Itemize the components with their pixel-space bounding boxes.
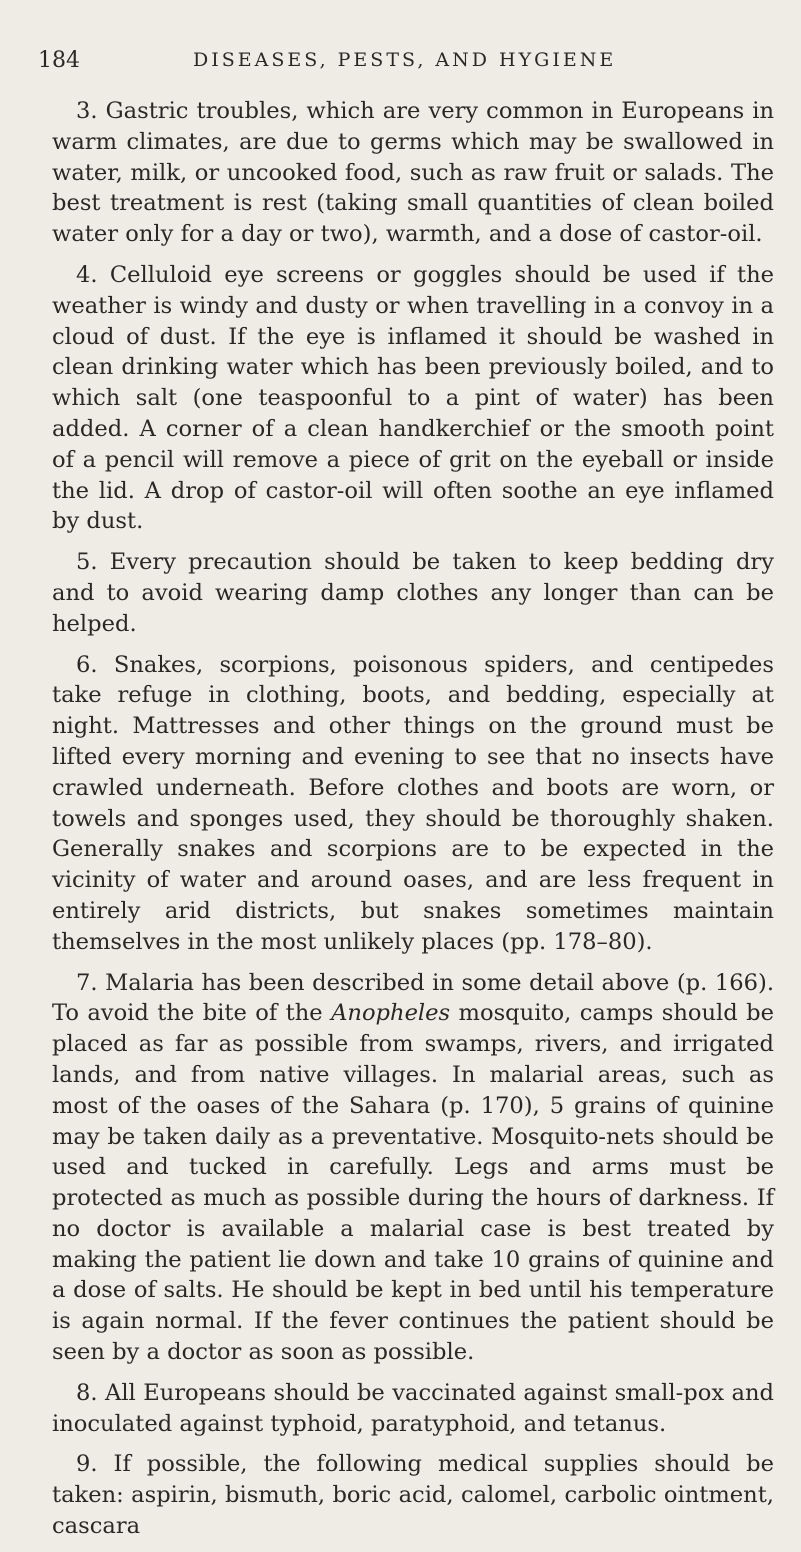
paragraph-bedding: 5. Every precaution should be taken to keep bedding dry and to avoid wearing damp clothes any longer than can be helped. (52, 549, 774, 637)
paragraph-malaria (52, 968, 774, 1368)
body-text (52, 96, 774, 1552)
paragraph-medical-supplies: 9. If possible, the following medical supplies should be taken: aspirin, bismuth, boric acid, calomel, carbolic ointment, cascara (52, 1451, 774, 1540)
chapter-title: DISEASES, PESTS, AND HYGIENE (193, 49, 617, 71)
page-number: 184 (38, 48, 80, 73)
paragraph-snakes-scorpions: 6. Snakes, scorpions, poisonous spiders, and centipedes take refuge in clothing, boots, and bedding, especially at night. Mattresses and other things on the ground must be lifted every morning and evening to see that no insects have crawled underneath. Before clothes and boots are worn, or towels and sponges used, they should be thoroughly shaken. Generally snakes and scorpions are to be expected in the vicinity of water and around oases, and are less frequent in entirely arid districts, but snakes sometimes maintain themselves in the most unlikely places (pp. 178–80). (52, 651, 774, 955)
paragraph-gastric-troubles: 3. Gastric troubles, which are very common in Europeans in warm climates, are due to germs which may be swallowed in water, milk, or uncooked food, such as raw fruit or salads. The best treatment is rest (taking small quantities of clean boiled water only for a day or two), warmth, and a dose of castor-oil. (52, 98, 774, 248)
paragraph-vaccination: 8. All Europeans should be vaccinated against small-pox and inoculated against typhoid, paratyphoid, and tetanus. (52, 1379, 774, 1437)
malaria-species-name: Anopheles (331, 1000, 451, 1027)
running-head (38, 48, 758, 78)
paragraph-eye-protection: 4. Celluloid eye screens or goggles should be used if the weather is windy and dusty or when travelling in a convoy in a cloud of dust. If the eye is inflamed it should be washed in clean drinking water which has been previously boiled, and to which salt (one teaspoonful to a pint of water) has been added. A corner of a clean handkerchief or the smooth point of a pencil will remove a piece of grit on the eyeball or inside the lid. A drop of castor-oil will often soothe an eye inflamed by dust. (52, 261, 774, 535)
malaria-text-after: mosquito, camps should be placed as far as possible from swamps, rivers, and irrigated lands, and from native villages. In malarial areas, such as most of the oases of the Sahara (p. 170), 5 grains of quinine may be taken daily as a preventative. Mosquito-nets should be used and tucked in carefully. Legs and arms must be protected as much as possible during the hours of darkness. If no doctor is available a malarial case is best treated by making the patient lie down and take 10 grains of quinine and a dose of salts. He should be kept in bed until his temperature is again normal. If the fever continues the patient should be seen by a doctor as soon as possible. (52, 1000, 774, 1366)
malaria-text-before: 7. Malaria has been described in some detail above (p. 166). To avoid the bite of the (52, 969, 774, 1027)
